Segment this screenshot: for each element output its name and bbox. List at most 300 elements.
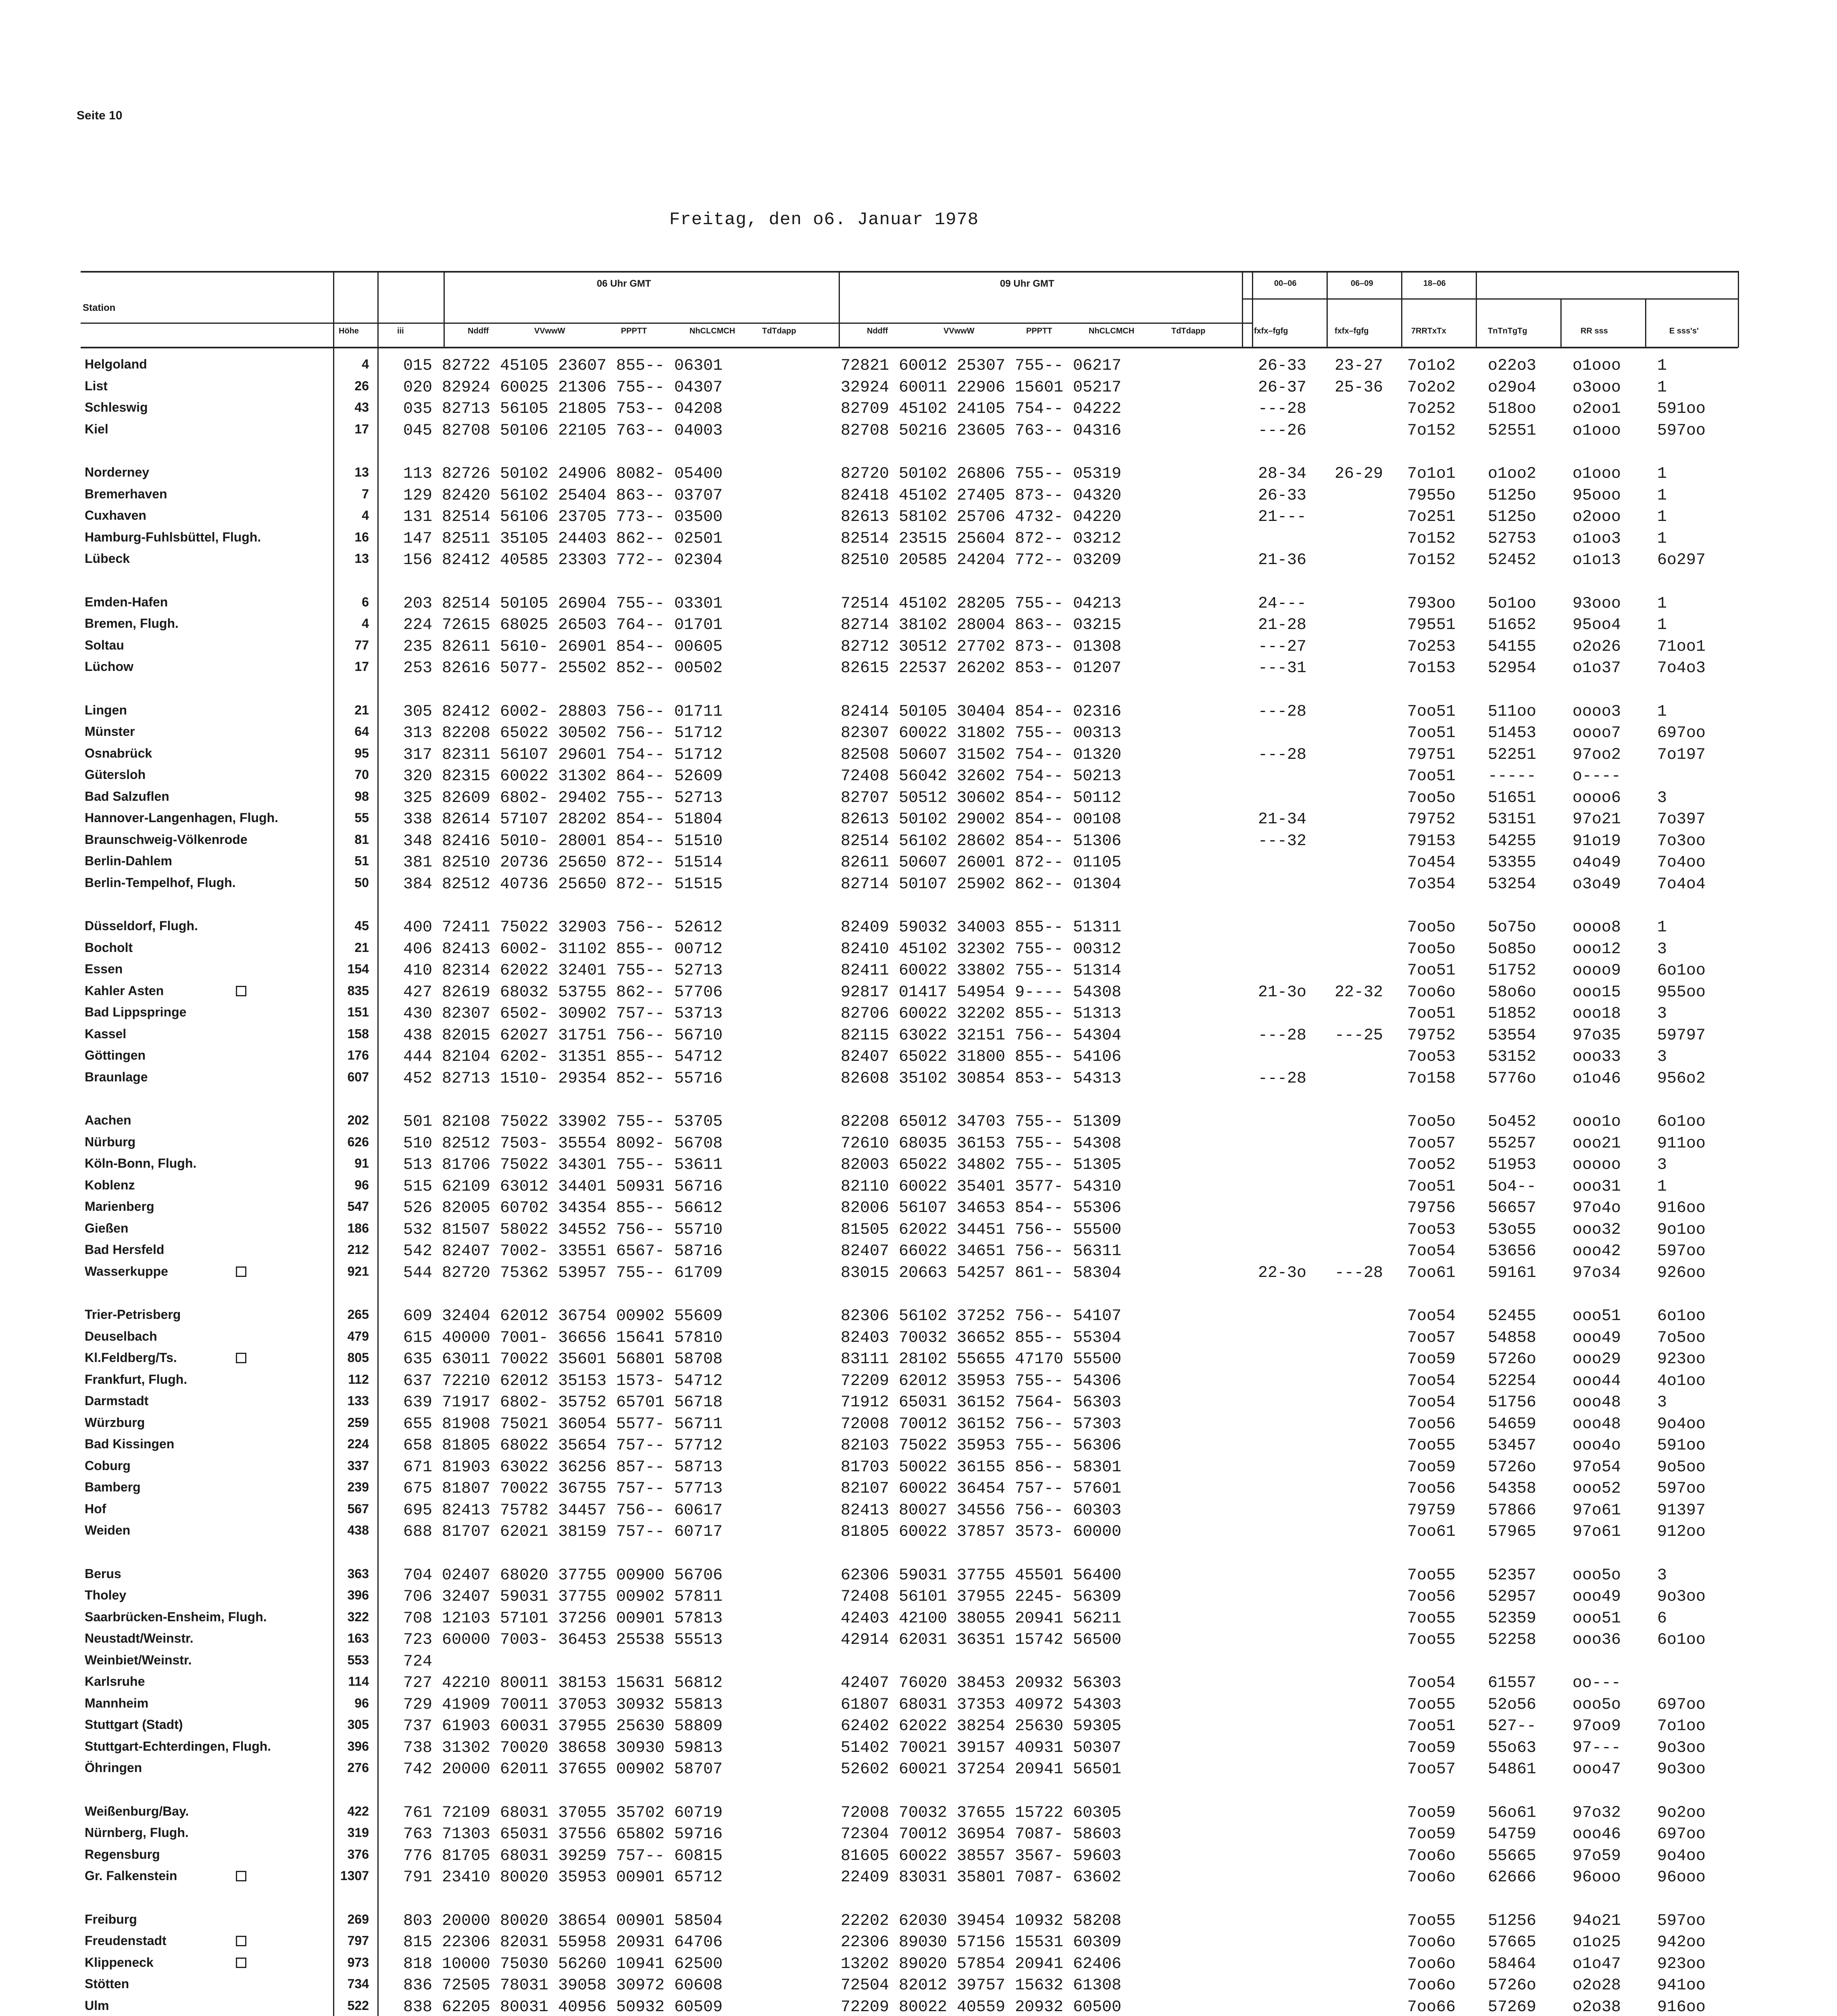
header-09-nddff: Nddff — [867, 327, 888, 335]
station-height: 7 — [362, 486, 369, 501]
station-height: 81 — [354, 832, 369, 847]
gust-00-06: 26-33 — [1258, 357, 1307, 375]
station-height: 522 — [347, 1998, 369, 2013]
station-height: 973 — [347, 1955, 369, 1970]
obs-09-values: 72504 82012 39757 15632 61308 — [841, 1976, 1122, 1995]
station-height: 276 — [347, 1760, 369, 1775]
group-esss: 7o5oo — [1657, 1329, 1706, 1347]
station-height: 17 — [354, 421, 369, 436]
obs-09-values: 82613 50102 29002 854-- 00108 — [841, 810, 1122, 829]
obs-09-values: 82714 50107 25902 862-- 01304 — [841, 875, 1122, 893]
station-name: Wasserkuppe — [85, 1264, 168, 1279]
obs-09-values: 62402 62022 38254 25630 59305 — [841, 1717, 1122, 1735]
station-name: Cuxhaven — [85, 508, 146, 523]
group-esss: 923oo — [1657, 1955, 1706, 1973]
table-row — [0, 1523, 1837, 1545]
group-rrsss: ooo48 — [1572, 1393, 1621, 1412]
group-rrsss: 97oo9 — [1572, 1717, 1621, 1735]
group-esss: 942oo — [1657, 1933, 1706, 1951]
obs-06-values: 544 82720 75362 53957 755-- 61709 — [403, 1264, 723, 1282]
group-esss: 7o3oo — [1657, 832, 1706, 850]
table-row — [0, 1415, 1837, 1437]
obs-06-values: 723 60000 7003- 36453 25538 55513 — [403, 1631, 723, 1649]
group-esss: 597oo — [1657, 421, 1706, 440]
obs-09-values: 22409 83031 35801 7087- 63602 — [841, 1868, 1122, 1887]
obs-09-values: 82410 45102 32302 755-- 00312 — [841, 940, 1122, 958]
group-7rrtxtx: 79752 — [1407, 1026, 1456, 1045]
group-esss: 7o4o4 — [1657, 875, 1706, 893]
table-row — [0, 940, 1837, 962]
group-7rrtxtx: 7oo55 — [1407, 1631, 1456, 1649]
station-name: List — [85, 378, 108, 393]
group-tntntgtg: 57665 — [1488, 1933, 1537, 1951]
table-row — [0, 400, 1837, 422]
table-row — [0, 638, 1837, 660]
group-rrsss: oooo6 — [1572, 789, 1621, 807]
group-esss: 1 — [1657, 486, 1667, 505]
obs-06-values: 438 82015 62027 31751 756-- 56710 — [403, 1026, 723, 1045]
station-name: Lüchow — [85, 659, 133, 674]
station-name: Kahler Asten — [85, 983, 164, 998]
group-tntntgtg: 54759 — [1488, 1825, 1537, 1843]
group-7rrtxtx: 7oo51 — [1407, 724, 1456, 742]
station-height: 224 — [347, 1437, 369, 1451]
group-esss: 3 — [1657, 1156, 1667, 1174]
group-tntntgtg: 5125o — [1488, 486, 1537, 505]
group-rrsss: 94o21 — [1572, 1912, 1621, 1930]
obs-06-values: 203 82514 50105 26904 755-- 03301 — [403, 594, 723, 613]
group-tntntgtg: 5o75o — [1488, 918, 1537, 937]
table-row — [0, 746, 1837, 768]
group-rrsss: 97o32 — [1572, 1804, 1621, 1822]
station-marker-open — [236, 986, 246, 996]
group-esss: 9o3oo — [1657, 1760, 1706, 1779]
station-marker-open — [236, 1958, 246, 1968]
obs-09-values: 72408 56042 32602 754-- 50213 — [841, 767, 1122, 785]
obs-06-values: 313 82208 65022 30502 756-- 51712 — [403, 724, 723, 742]
obs-09-values: 82407 65022 31800 855-- 54106 — [841, 1048, 1122, 1066]
group-rrsss: o1oo3 — [1572, 529, 1621, 548]
group-7rrtxtx: 79751 — [1407, 746, 1456, 764]
header-rrsss: RR sss — [1581, 327, 1608, 335]
group-7rrtxtx: 7oo5o — [1407, 918, 1456, 937]
group-tntntgtg: 5125o — [1488, 508, 1537, 526]
obs-09-values: 72209 62012 35953 755-- 54306 — [841, 1372, 1122, 1390]
station-name: Bad Hersfeld — [85, 1242, 165, 1257]
station-name: Nürnberg, Flugh. — [85, 1825, 189, 1840]
obs-09-values: 71912 65031 36152 7564- 56303 — [841, 1393, 1122, 1412]
station-height: 114 — [348, 1674, 369, 1689]
obs-06-values: 729 41909 70011 37053 30932 55813 — [403, 1695, 723, 1714]
obs-06-values: 615 40000 7001- 36656 15641 57810 — [403, 1329, 723, 1347]
group-esss: 916oo — [1657, 1199, 1706, 1217]
obs-06-values: 737 61903 60031 37955 25630 58809 — [403, 1717, 723, 1735]
station-name: Bocholt — [85, 940, 133, 955]
station-name: Mannheim — [85, 1695, 149, 1710]
header-gmt06: 06 Uhr GMT — [597, 278, 651, 289]
group-rrsss: ooo49 — [1572, 1588, 1621, 1606]
obs-06-values: 637 72210 62012 35153 1573- 54712 — [403, 1372, 723, 1390]
station-height: 55 — [354, 810, 369, 825]
group-tntntgtg: 51453 — [1488, 724, 1537, 742]
station-name: Essen — [85, 962, 123, 976]
group-7rrtxtx: 7oo5o — [1407, 940, 1456, 958]
group-7rrtxtx: 7o158 — [1407, 1069, 1456, 1088]
table-row — [0, 595, 1837, 616]
table-row — [0, 1674, 1837, 1696]
group-tntntgtg: 57965 — [1488, 1523, 1537, 1541]
obs-09-values: 42403 42100 38055 20941 56211 — [841, 1609, 1122, 1628]
obs-09-values: 82411 60022 33802 755-- 51314 — [841, 962, 1122, 980]
header-esss: E sss's' — [1669, 327, 1699, 335]
group-tntntgtg: 62666 — [1488, 1868, 1537, 1887]
group-esss: 926oo — [1657, 1264, 1706, 1282]
station-name: Bad Lippspringe — [85, 1005, 187, 1019]
group-tntntgtg: 58464 — [1488, 1955, 1537, 1973]
group-tntntgtg: 52254 — [1488, 1372, 1537, 1390]
header-hoehe: Höhe — [339, 327, 359, 335]
group-rrsss: ooo32 — [1572, 1220, 1621, 1239]
station-name: Osnabrück — [85, 746, 152, 760]
group-esss: 9o4oo — [1657, 1415, 1706, 1433]
group-esss: 1 — [1657, 465, 1667, 483]
obs-09-values: 82514 23515 25604 872-- 03212 — [841, 529, 1122, 548]
obs-09-values: 82608 35102 30854 853-- 54313 — [841, 1069, 1122, 1088]
station-height: 112 — [348, 1372, 369, 1387]
group-7rrtxtx: 7oo51 — [1407, 1717, 1456, 1735]
group-tntntgtg: 5o4-- — [1488, 1177, 1537, 1196]
obs-09-values: 82712 30512 27702 873-- 01308 — [841, 637, 1122, 656]
gust-00-06: ---26 — [1258, 421, 1307, 440]
group-tntntgtg: 55257 — [1488, 1134, 1537, 1153]
group-7rrtxtx: 7oo52 — [1407, 1156, 1456, 1174]
station-name: Gießen — [85, 1220, 129, 1235]
group-tntntgtg: 53152 — [1488, 1048, 1537, 1066]
group-7rrtxtx: 7o251 — [1407, 508, 1456, 526]
gust-06-09: ---25 — [1335, 1026, 1383, 1045]
group-rrsss: o3o49 — [1572, 875, 1621, 893]
group-esss: 597oo — [1657, 1242, 1706, 1260]
group-tntntgtg: 53554 — [1488, 1026, 1537, 1045]
group-rrsss: o---- — [1572, 767, 1621, 785]
group-tntntgtg: 51651 — [1488, 789, 1537, 807]
group-7rrtxtx: 7oo56 — [1407, 1588, 1456, 1606]
header-tntntgtg: TnTnTgTg — [1488, 327, 1527, 335]
obs-09-values: 62306 59031 37755 45501 56400 — [841, 1566, 1122, 1585]
group-rrsss: 95oo4 — [1572, 616, 1621, 634]
table-row — [0, 422, 1837, 444]
station-height: 21 — [354, 940, 369, 955]
obs-06-values: 526 82005 60702 34354 855-- 56612 — [403, 1199, 723, 1217]
table-row — [0, 832, 1837, 854]
station-height: 163 — [347, 1631, 369, 1645]
group-7rrtxtx: 79756 — [1407, 1199, 1456, 1217]
group-7rrtxtx: 7oo51 — [1407, 767, 1456, 785]
group-esss: 916oo — [1657, 1998, 1706, 2016]
station-name: Berlin-Tempelhof, Flugh. — [85, 875, 236, 890]
group-7rrtxtx: 7oo66 — [1407, 1998, 1456, 2016]
table-row — [0, 1135, 1837, 1156]
group-tntntgtg: 527-- — [1488, 1717, 1537, 1735]
group-esss: 3 — [1657, 1005, 1667, 1023]
header-period-00-06: 00–06 — [1274, 279, 1297, 288]
station-name: Klippeneck — [85, 1955, 154, 1970]
station-marker-open — [236, 1353, 246, 1363]
table-row — [0, 1760, 1837, 1782]
group-7rrtxtx: 7oo59 — [1407, 1804, 1456, 1822]
group-tntntgtg: 61557 — [1488, 1674, 1537, 1692]
group-7rrtxtx: 7o2o2 — [1407, 378, 1456, 397]
group-esss: 697oo — [1657, 1825, 1706, 1843]
group-rrsss: 97o61 — [1572, 1523, 1621, 1541]
group-esss: 6o1oo — [1657, 1631, 1706, 1649]
station-height: 202 — [347, 1113, 369, 1127]
gust-00-06: ---31 — [1258, 659, 1307, 677]
obs-09-values: 72209 80022 40559 20932 60500 — [841, 1998, 1122, 2016]
group-tntntgtg: o1oo2 — [1488, 465, 1537, 483]
table-row — [0, 1372, 1837, 1394]
table-row — [0, 551, 1837, 573]
obs-06-values: 815 22306 82031 55958 20931 64706 — [403, 1933, 723, 1951]
group-tntntgtg: 54155 — [1488, 637, 1537, 656]
group-7rrtxtx: 7oo61 — [1407, 1264, 1456, 1282]
group-7rrtxtx: 7o354 — [1407, 875, 1456, 893]
obs-09-values: 82407 66022 34651 756-- 56311 — [841, 1242, 1122, 1260]
obs-06-values: 763 71303 65031 37556 65802 59716 — [403, 1825, 723, 1843]
station-height: 438 — [347, 1523, 369, 1537]
group-esss: 956o2 — [1657, 1069, 1706, 1088]
obs-06-values: 410 82314 62022 32401 755-- 52713 — [403, 962, 723, 980]
table-row — [0, 357, 1837, 379]
station-height: 265 — [347, 1307, 369, 1322]
group-tntntgtg: 518oo — [1488, 400, 1537, 418]
station-name: Kassel — [85, 1026, 127, 1041]
station-height: 96 — [354, 1695, 369, 1710]
group-tntntgtg: 53656 — [1488, 1242, 1537, 1260]
group-7rrtxtx: 7oo53 — [1407, 1220, 1456, 1239]
station-height: 96 — [354, 1177, 369, 1192]
group-tntntgtg: 57269 — [1488, 1998, 1537, 2016]
obs-09-values: 72408 56101 37955 2245- 56309 — [841, 1588, 1122, 1606]
station-name: Hamburg-Fuhlsbüttel, Flugh. — [85, 529, 261, 544]
station-height: 70 — [354, 767, 369, 782]
obs-09-values: 81805 60022 37857 3573- 60000 — [841, 1523, 1122, 1541]
group-7rrtxtx: 7oo56 — [1407, 1415, 1456, 1433]
obs-09-values: 13202 89020 57854 20941 62406 — [841, 1955, 1122, 1973]
obs-06-values: 738 31302 70020 38658 30930 59813 — [403, 1739, 723, 1757]
group-7rrtxtx: 7oo5o — [1407, 789, 1456, 807]
group-tntntgtg: 52455 — [1488, 1307, 1537, 1325]
group-7rrtxtx: 79153 — [1407, 832, 1456, 850]
group-rrsss: o1o37 — [1572, 659, 1621, 677]
obs-09-values: 72610 68035 36153 755-- 54308 — [841, 1134, 1122, 1153]
gust-00-06: 24--- — [1258, 594, 1307, 613]
group-7rrtxtx: 7oo54 — [1407, 1242, 1456, 1260]
gust-06-09: 26-29 — [1335, 465, 1383, 483]
group-tntntgtg: o29o4 — [1488, 378, 1537, 397]
group-rrsss: 97o4o — [1572, 1199, 1621, 1217]
group-7rrtxtx: 7oo53 — [1407, 1048, 1456, 1066]
group-7rrtxtx: 7955o — [1407, 486, 1456, 505]
obs-09-values: 82413 80027 34556 756-- 60303 — [841, 1501, 1122, 1520]
station-height: 269 — [347, 1912, 369, 1926]
gust-06-09: 23-27 — [1335, 357, 1383, 375]
table-row — [0, 1178, 1837, 1200]
station-name: Schleswig — [85, 400, 148, 414]
group-rrsss: ooo31 — [1572, 1177, 1621, 1196]
group-tntntgtg: 59161 — [1488, 1264, 1537, 1282]
table-row — [0, 487, 1837, 508]
table-row — [0, 1696, 1837, 1718]
obs-06-values: 147 82511 35105 24403 862-- 02501 — [403, 529, 723, 548]
group-7rrtxtx: 7oo54 — [1407, 1393, 1456, 1412]
gust-00-06: 21-3o — [1258, 983, 1307, 1002]
station-name: Düsseldorf, Flugh. — [85, 918, 198, 933]
station-name: Saarbrücken-Ensheim, Flugh. — [85, 1609, 267, 1624]
group-esss: 6o1oo — [1657, 1307, 1706, 1325]
station-name: Kl.Feldberg/Ts. — [85, 1350, 177, 1365]
obs-06-values: 253 82616 5077- 25502 852-- 00502 — [403, 659, 723, 677]
group-tntntgtg: 58o6o — [1488, 983, 1537, 1002]
station-name: Stuttgart (Stadt) — [85, 1717, 183, 1732]
obs-09-values: 82720 50102 26806 755-- 05319 — [841, 465, 1122, 483]
station-height: 553 — [347, 1652, 369, 1667]
obs-09-values: 82115 63022 32151 756-- 54304 — [841, 1026, 1122, 1045]
obs-09-values: 72304 70012 36954 7087- 58603 — [841, 1825, 1122, 1843]
group-rrsss: ooo18 — [1572, 1005, 1621, 1023]
station-name: Bremerhaven — [85, 486, 167, 501]
gust-00-06: 21--- — [1258, 508, 1307, 526]
group-tntntgtg: 52359 — [1488, 1609, 1537, 1628]
header-06-nhclcmch: NhCLCMCH — [689, 327, 735, 335]
obs-06-values: 742 20000 62011 37655 00902 58707 — [403, 1760, 723, 1779]
group-tntntgtg: 52357 — [1488, 1566, 1537, 1585]
station-name: Aachen — [85, 1113, 131, 1127]
group-7rrtxtx: 7oo6o — [1407, 983, 1456, 1002]
table-row — [0, 1804, 1837, 1826]
table-row — [0, 508, 1837, 530]
group-7rrtxtx: 7oo59 — [1407, 1739, 1456, 1757]
obs-09-values: 82615 22537 26202 853-- 01207 — [841, 659, 1122, 677]
group-7rrtxtx: 7oo55 — [1407, 1695, 1456, 1714]
group-rrsss: 97o54 — [1572, 1458, 1621, 1477]
group-7rrtxtx: 7oo6o — [1407, 1933, 1456, 1951]
station-height: 797 — [347, 1933, 369, 1948]
station-height: 186 — [347, 1220, 369, 1235]
obs-06-values: 791 23410 80020 35953 00901 65712 — [403, 1868, 723, 1887]
obs-06-values: 430 82307 6502- 30902 757-- 53713 — [403, 1005, 723, 1023]
table-row — [0, 1847, 1837, 1869]
group-tntntgtg: 52o56 — [1488, 1695, 1537, 1714]
station-height: 77 — [354, 637, 369, 652]
group-tntntgtg: 53151 — [1488, 810, 1537, 829]
table-row — [0, 918, 1837, 940]
table-row — [0, 1976, 1837, 1998]
gust-00-06: 28-34 — [1258, 465, 1307, 483]
station-height: 479 — [347, 1329, 369, 1343]
group-rrsss: o4o49 — [1572, 854, 1621, 872]
group-tntntgtg: 5o85o — [1488, 940, 1537, 958]
group-7rrtxtx: 7o454 — [1407, 854, 1456, 872]
table-row — [0, 465, 1837, 487]
obs-06-values: 688 81707 62021 38159 757-- 60717 — [403, 1523, 723, 1541]
station-name: Ulm — [85, 1998, 109, 2013]
table-row — [0, 1307, 1837, 1329]
group-7rrtxtx: 7oo54 — [1407, 1674, 1456, 1692]
table-row — [0, 1027, 1837, 1048]
group-rrsss: oooo9 — [1572, 962, 1621, 980]
obs-06-values: 727 42210 80011 38153 15631 56812 — [403, 1674, 723, 1692]
table-row — [0, 1070, 1837, 1091]
obs-06-values: 320 82315 60022 31302 864-- 52609 — [403, 767, 723, 785]
station-name: Bad Kissingen — [85, 1437, 175, 1451]
group-esss: 9o1oo — [1657, 1220, 1706, 1239]
group-7rrtxtx: 7oo59 — [1407, 1458, 1456, 1477]
group-esss: 941oo — [1657, 1976, 1706, 1995]
group-rrsss: 93ooo — [1572, 594, 1621, 613]
obs-06-values: 532 81507 58022 34552 756-- 55710 — [403, 1220, 723, 1239]
table-row — [0, 1458, 1837, 1480]
obs-09-values: 52602 60021 37254 20941 56501 — [841, 1760, 1122, 1779]
obs-06-values: 317 82311 56107 29601 754-- 51712 — [403, 746, 723, 764]
group-rrsss: o1ooo — [1572, 465, 1621, 483]
obs-06-values: 639 71917 6802- 35752 65701 56718 — [403, 1393, 723, 1412]
obs-09-values: 82403 70032 36652 855-- 55304 — [841, 1329, 1122, 1347]
obs-06-values: 609 32404 62012 36754 00902 55609 — [403, 1307, 723, 1325]
station-name: Koblenz — [85, 1177, 135, 1192]
station-height: 259 — [347, 1415, 369, 1430]
group-tntntgtg: 53254 — [1488, 875, 1537, 893]
table-row — [0, 1480, 1837, 1502]
group-esss: 71oo1 — [1657, 637, 1706, 656]
gust-00-06: 26-33 — [1258, 486, 1307, 505]
group-rrsss: ooo48 — [1572, 1415, 1621, 1433]
group-7rrtxtx: 7o1o2 — [1407, 357, 1456, 375]
obs-09-values: 82714 38102 28004 863-- 03215 — [841, 616, 1122, 634]
station-height: 363 — [347, 1566, 369, 1581]
obs-09-values: 82706 60022 32202 855-- 51313 — [841, 1005, 1122, 1023]
group-rrsss: ooo1o — [1572, 1113, 1621, 1131]
group-tntntgtg: 52551 — [1488, 421, 1537, 440]
table-row — [0, 767, 1837, 789]
group-esss: 9o5oo — [1657, 1458, 1706, 1477]
table-row — [0, 1156, 1837, 1178]
group-esss: 597oo — [1657, 1912, 1706, 1930]
gust-00-06: ---28 — [1258, 400, 1307, 418]
obs-09-values: 83015 20663 54257 861-- 58304 — [841, 1264, 1122, 1282]
obs-09-values: 72008 70032 37655 15722 60305 — [841, 1804, 1122, 1822]
group-esss: 6o1oo — [1657, 1113, 1706, 1131]
table-row — [0, 1933, 1837, 1955]
obs-06-values: 761 72109 68031 37055 35702 60719 — [403, 1804, 723, 1822]
group-rrsss: o2o26 — [1572, 637, 1621, 656]
table-row — [0, 962, 1837, 983]
gust-00-06: ---28 — [1258, 702, 1307, 721]
obs-06-values: 325 82609 6802- 29402 755-- 52713 — [403, 789, 723, 807]
group-rrsss: ooo15 — [1572, 983, 1621, 1002]
group-tntntgtg: 5776o — [1488, 1069, 1537, 1088]
gust-00-06: 21-34 — [1258, 810, 1307, 829]
group-rrsss: o2ooo — [1572, 508, 1621, 526]
station-name: Münster — [85, 724, 135, 739]
obs-09-values: 32924 60011 22906 15601 05217 — [841, 378, 1122, 397]
table-row — [0, 1113, 1837, 1135]
obs-06-values: 513 81706 75022 34301 755-- 53611 — [403, 1156, 723, 1174]
group-7rrtxtx: 7oo59 — [1407, 1825, 1456, 1843]
obs-09-values: 83111 28102 55655 47170 55500 — [841, 1350, 1122, 1368]
group-rrsss: ooo33 — [1572, 1048, 1621, 1066]
obs-09-values: 82613 58102 25706 4732- 04220 — [841, 508, 1122, 526]
